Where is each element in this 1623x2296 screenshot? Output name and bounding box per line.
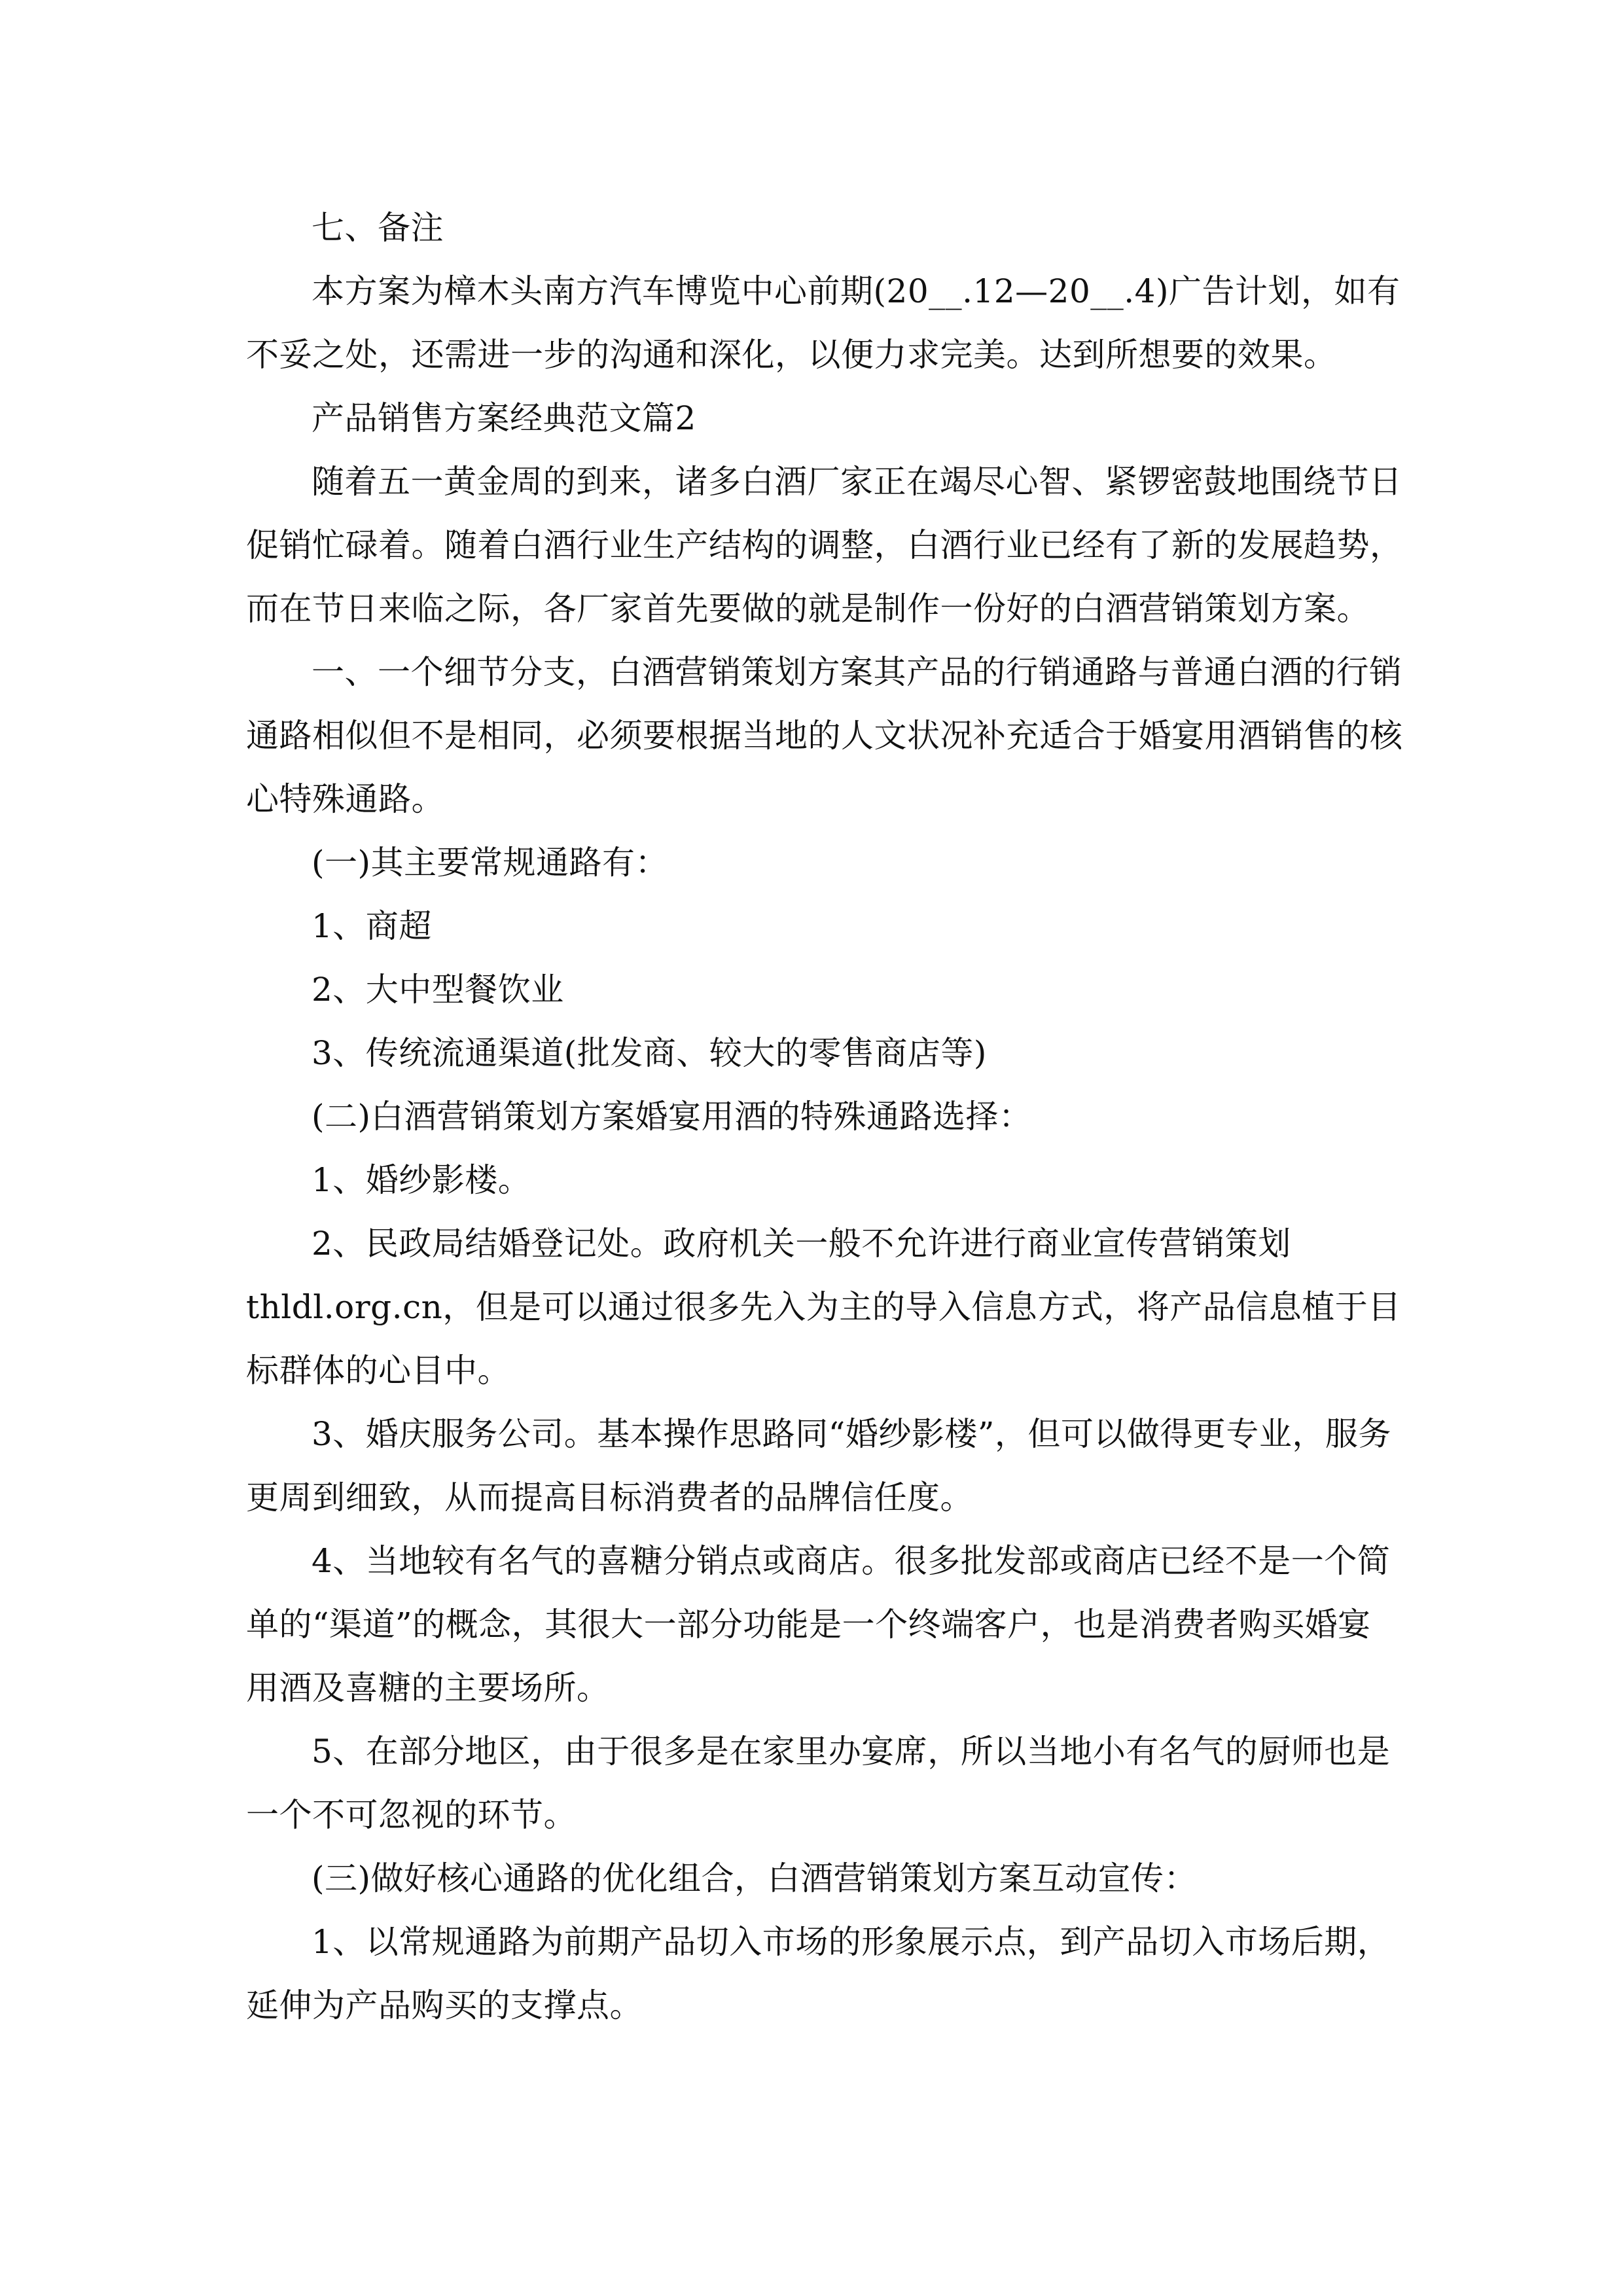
text-line: 而在节日来临之际，各厂家首先要做的就是制作一份好的白酒营销策划方案。: [246, 590, 1370, 628]
text-line: 不妥之处，还需进一步的沟通和深化，以便力求完美。达到所想要的效果。: [246, 336, 1337, 374]
text-line: 2、民政局结婚登记处。政府机关一般不允许进行商业宣传营销策划: [312, 1225, 1291, 1263]
text-line: 本方案为樟木头南方汽车博览中心前期(20__.12—20__.4)广告计划，如有: [312, 272, 1400, 310]
text-line: 3、婚庆服务公司。基本操作思路同“婚纱影楼”，但可以做得更专业，服务: [312, 1415, 1391, 1453]
text-line: (一)其主要常规通路有：: [312, 844, 669, 882]
text-line: 产品销售方案经典范文篇2: [312, 399, 696, 437]
text-line: 一个不可忽视的环节。: [246, 1796, 577, 1834]
text-line: 2、大中型餐饮业: [312, 971, 564, 1009]
text-line: 随着五一黄金周的到来，诸多白酒厂家正在竭尽心智、紧锣密鼓地围绕节日: [312, 463, 1402, 501]
text-line: 用酒及喜糖的主要场所。: [246, 1669, 610, 1707]
text-line: 促销忙碌着。随着白酒行业生产结构的调整，白酒行业已经有了新的发展趋势，: [246, 526, 1403, 564]
text-line: 5、在部分地区，由于很多是在家里办宴席，所以当地小有名气的厨师也是: [312, 1732, 1391, 1770]
text-line: 标群体的心目中。: [246, 1352, 510, 1390]
text-line: 通路相似但不是相同，必须要根据当地的人文状况补充适合于婚宴用酒销售的核: [246, 717, 1403, 755]
text-line: 心特殊通路。: [246, 780, 444, 818]
text-line: (三)做好核心通路的优化组合，白酒营销策划方案互动宣传：: [312, 1859, 1198, 1897]
text-line: thldl.org.cn，但是可以通过很多先入为主的导入信息方式，将产品信息植于目: [246, 1288, 1401, 1326]
text-line: 1、以常规通路为前期产品切入市场的形象展示点，到产品切入市场后期，: [312, 1923, 1391, 1961]
text-line: 1、商超: [312, 907, 432, 945]
text-line: 4、当地较有名气的喜糖分销点或商店。很多批发部或商店已经不是一个简: [312, 1542, 1391, 1580]
text-line: 更周到细致，从而提高目标消费者的品牌信任度。: [246, 1479, 973, 1516]
text-line: 单的“渠道”的概念，其很大一部分功能是一个终端客户，也是消费者购买婚宴: [246, 1605, 1371, 1643]
text-line: 3、传统流通渠道(批发商、较大的零售商店等): [312, 1034, 987, 1072]
text-line: 一、一个细节分支，白酒营销策划方案其产品的行销通路与普通白酒的行销: [312, 653, 1402, 691]
document-body: [246, 196, 1403, 2037]
text-line: 1、婚纱影楼。: [312, 1161, 531, 1199]
text-line: (二)白酒营销策划方案婚宴用酒的特殊通路选择：: [312, 1098, 1032, 1136]
text-line: 延伸为产品购买的支撑点。: [246, 1986, 643, 2024]
text-line: 七、备注: [312, 209, 444, 247]
